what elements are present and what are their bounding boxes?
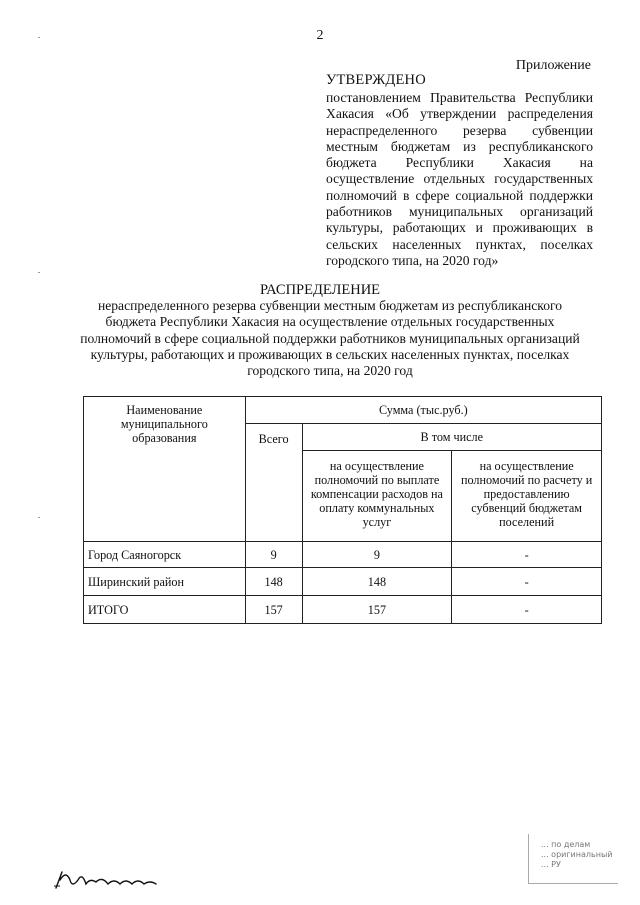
- stamp-line: ... по делам: [541, 840, 591, 849]
- row-compensation: 9: [302, 542, 452, 568]
- table-row: [84, 542, 602, 568]
- table-header-row: [84, 397, 602, 424]
- row-settlements: -: [452, 542, 602, 568]
- row-name: Ширинский район: [84, 568, 246, 596]
- table-row: [84, 596, 602, 624]
- row-total: 148: [245, 568, 302, 596]
- stamp-line: ... РУ: [541, 860, 561, 869]
- row-compensation: 157: [302, 596, 452, 624]
- scan-mark: [38, 37, 40, 38]
- stamp: [528, 834, 618, 884]
- row-total: 157: [245, 596, 302, 624]
- header-total: Всего: [245, 424, 302, 542]
- document-title: РАСПРЕДЕЛЕНИЕ: [259, 282, 381, 298]
- approval-text: постановлением Правительства Республики Хакасия «Об утверждении распределения нераспределенного резерва субвенции местным бюджетам из республиканского бюджета Республики Хакасия на осуществление отдельных государственных полномочий в сфере социальной поддержки работников муниципальных организаций культуры, работающих и проживающих в сельских населенных пунктах, поселках городского типа, на 2020 год»: [326, 90, 593, 268]
- signature: [52, 866, 172, 892]
- appendix-label: Приложение: [515, 58, 591, 73]
- scan-mark: [38, 517, 40, 518]
- document-subtitle: нераспределенного резерва субвенции местным бюджетам из республиканского бюджета Республики Хакасия на осуществление отдельных государственных полномочий в сфере социальной поддержки работников муниципальных организаций культуры, работающих и проживающих в сельских населенных пунктах, поселках городского типа, на 2020 год: [80, 298, 580, 379]
- page-number: 2: [316, 28, 324, 43]
- approved-label: УТВЕРЖДЕНО: [326, 72, 426, 88]
- row-total: 9: [245, 542, 302, 568]
- row-settlements: -: [452, 568, 602, 596]
- row-name: Город Саяногорск: [84, 542, 246, 568]
- allocation-table: [83, 396, 602, 624]
- row-compensation: 148: [302, 568, 452, 596]
- header-including: В том числе: [302, 424, 601, 451]
- row-name: ИТОГО: [84, 596, 246, 624]
- header-sum: Сумма (тыс.руб.): [245, 397, 601, 424]
- header-settlements: на осуществление полномочий по расчету и предоставлению субвенций бюджетам поселений: [452, 451, 602, 542]
- header-compensation: на осуществление полномочий по выплате компенсации расходов на оплату коммунальных услуг: [302, 451, 452, 542]
- stamp-line: ... оригинальный: [541, 850, 613, 859]
- table-row: [84, 568, 602, 596]
- row-settlements: -: [452, 596, 602, 624]
- scan-mark: [38, 272, 40, 273]
- header-name: Наименование муниципального образования: [84, 397, 246, 542]
